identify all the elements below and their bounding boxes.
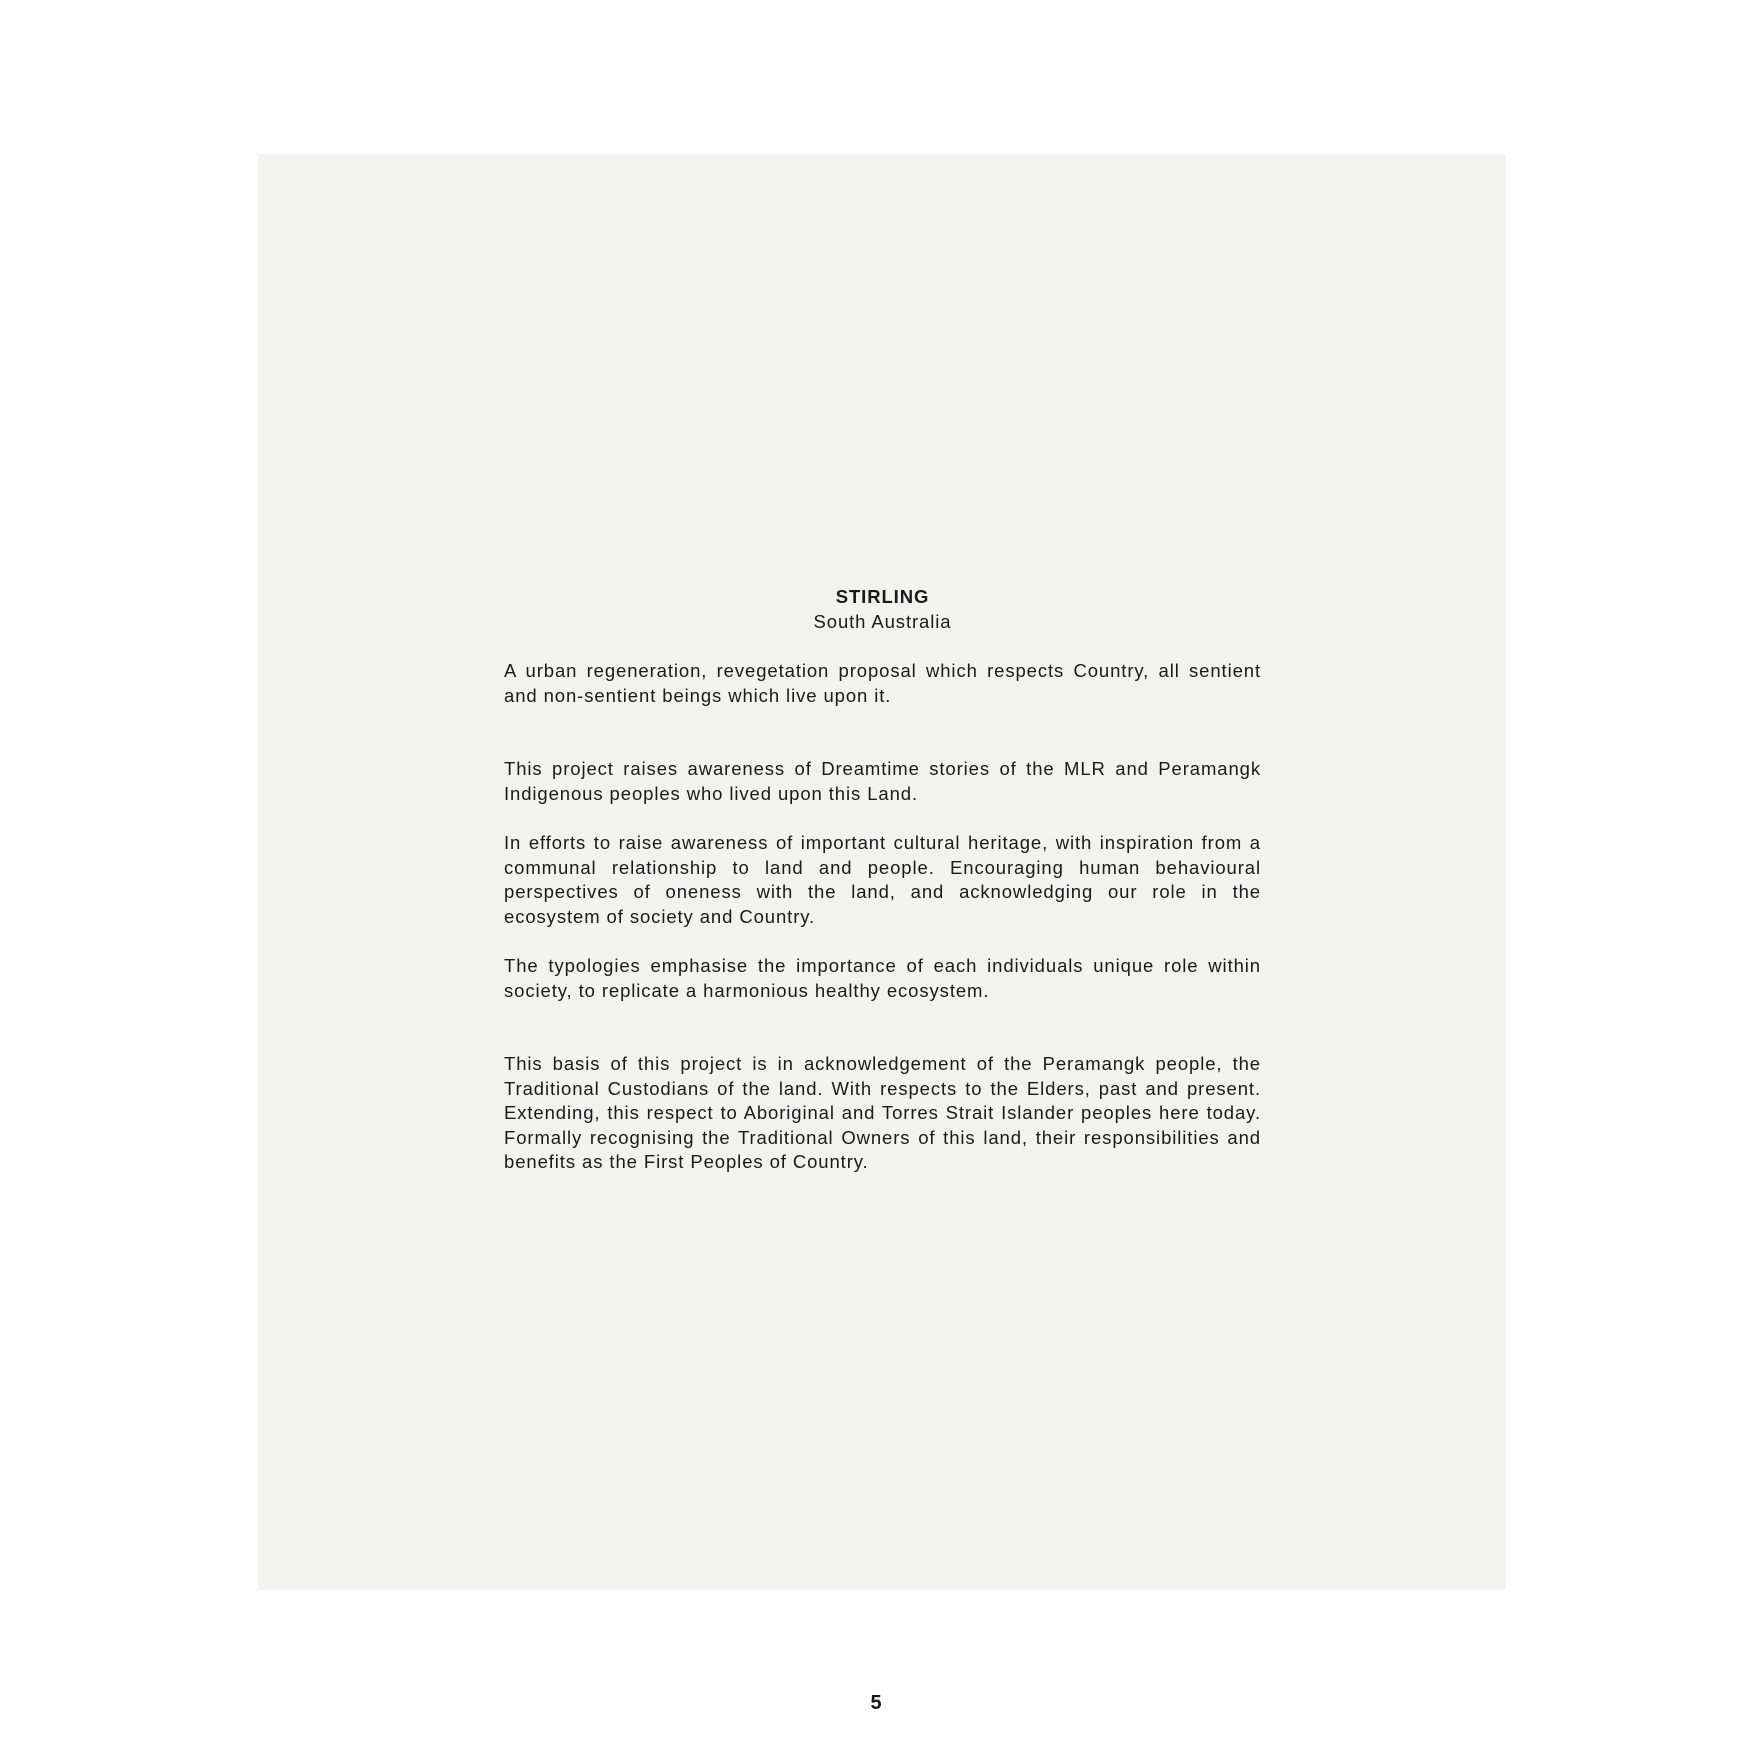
acknowledgement-paragraph: This basis of this project is in acknowledgement of the Peramangk people, the Traditional Custodians of the land. With respects to the Elders, past and present. Extending, this respect to Aboriginal and Torres Strait Islander peoples here today. Formally recognising the Traditional Owners of this land, their responsibilities and benefits as the First Peoples of Country.: [504, 1053, 1261, 1172]
page-title: STIRLING: [835, 586, 930, 607]
intro-paragraph: A urban regeneration, revegetation proposal which respects Country, all sentient and non-sentient beings which live upon it.: [504, 660, 1261, 706]
dreamtime-paragraph: This project raises awareness of Dreamtime stories of the MLR and Peramangk Indigenous peoples who lived upon this Land.: [504, 758, 1261, 804]
page-number: 5: [870, 1692, 883, 1714]
document-body: [504, 585, 1261, 1175]
page-subtitle: South Australia: [813, 610, 952, 632]
typologies-paragraph: The typologies emphasise the importance of each individuals unique role within society, to replicate a harmonious healthy ecosystem.: [504, 955, 1261, 1001]
document-heading: [504, 585, 1261, 634]
heritage-paragraph: In efforts to raise awareness of important cultural heritage, with inspiration from a communal relationship to land and people. Encouraging human behavioural perspectives of oneness with the land, and acknowledging our role in the ecosystem of society and Country.: [504, 832, 1261, 927]
